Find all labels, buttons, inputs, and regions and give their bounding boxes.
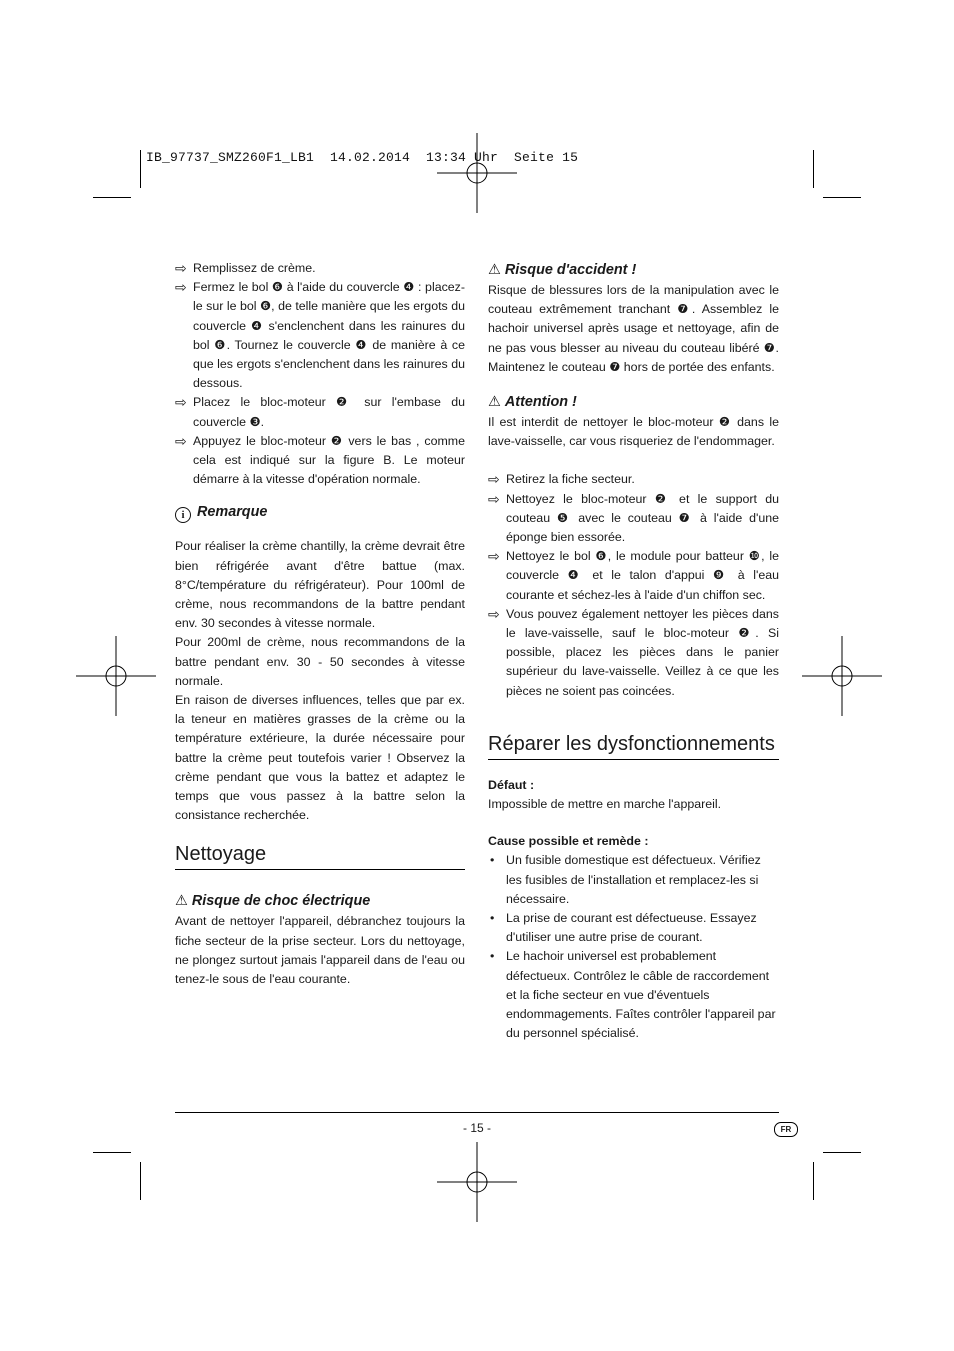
arrow-icon: ⇨ (175, 394, 187, 411)
bullet-icon: • (490, 853, 495, 868)
defect-label: Défaut : (488, 777, 535, 792)
print-slug: IB_97737_SMZ260F1_LB1 14.02.2014 13:34 Uhr Seite 15 (146, 150, 579, 165)
step-item: ⇨ Appuyez le bloc-moteur ❷ vers le bas , comme cela est indiqué sur la figure B. Le moteur démarre à la vitesse d'opération normale. (175, 432, 465, 487)
remark-paragraph: En raison de diverses influences, telles que par ex. la teneur en matières grasses de la crème ou la température extérieure, la durée nécessaire pour battre la crème peut toutefois varier ! Observez la crème pendant que vous la battez et adaptez le temps que vous passez à la battre selon la consistance recherchée. (175, 693, 465, 823)
info-icon: i (175, 507, 191, 523)
language-badge: FR (774, 1122, 798, 1137)
list-item: • La prise de courant est défectueuse. Essayez d'utiliser une autre prise de courant. (490, 911, 757, 945)
step-item: ⇨ Placez le bloc-moteur ❷ sur l'embase du couvercle ❸. (175, 394, 465, 429)
accident-warning-text: Risque de blessures lors de la manipulation avec le couteau extrêmement tranchant ❼. Assemblez le hachoir universel après usage et nettoyage, afin de ne pas vous blesser au niveau du couteau libéré ❼. Maintenez le couteau ❼ hors de portée des enfants. (488, 283, 779, 374)
defect-text: Impossible de mettre en marche l'appareil. (488, 797, 722, 812)
arrow-icon: ⇨ (488, 490, 500, 507)
attention-heading: ⚠ Attention ! (488, 394, 577, 411)
warning-icon: ⚠ (175, 893, 188, 910)
arrow-icon: ⇨ (175, 432, 187, 449)
shock-warning-text: Avant de nettoyer l'appareil, débranchez toujours la fiche secteur de la prise secteur. Lors du nettoyage, ne plongez surtout jamais l'appareil dans de l'eau ou tenez-le sous de l'eau courante. (175, 914, 465, 987)
section-title-troubleshooting: Réparer les dysfonctionnements (488, 731, 779, 760)
list-item: • Le hachoir universel est probablement défectueux. Contrôlez le câble de raccordement et la fiche secteur en vue d'éventuels endommagements. Faîtes contrôler l'appareil par du personnel spécialisé. (490, 949, 776, 1041)
arrow-icon: ⇨ (488, 548, 500, 565)
left-column (175, 259, 465, 989)
arrow-icon: ⇨ (175, 279, 187, 296)
attention-text: Il est interdit de nettoyer le bloc-moteur ❷ dans le lave-vaisselle, car vous risqueriez de l'endommager. (488, 415, 779, 449)
cause-label: Cause possible et remède : (488, 834, 649, 849)
section-title-cleaning: Nettoyage (175, 841, 465, 870)
bullet-icon: • (490, 949, 495, 964)
arrow-icon: ⇨ (175, 260, 187, 276)
step-item: ⇨ Retirez la fiche secteur. (488, 471, 635, 488)
step-item: ⇨ Vous pouvez également nettoyer les pièces dans le lave-vaisselle, sauf le bloc-moteur ❷. Si possible, placez les pièces dans le panier supérieur du lave-vaisselle. Veillez à ce que les pièces ne soient pas coincées. (488, 605, 779, 698)
registration-mark-left (76, 636, 156, 716)
remark-paragraph: Pour 200ml de crème, nous recommandons de la battre pendant env. 30 - 50 secondes à vitesse normale. (175, 635, 465, 688)
remark-paragraph: Pour réaliser la crème chantilly, la crème devrait être bien réfrigérée avant d'être battue (max. 8°C/température du réfrigérateur). Pour 100ml de crème, nous recommandons de la battre pendant env. 30 secondes à vitesse normale. (175, 539, 465, 631)
step-item: ⇨ Nettoyez le bloc-moteur ❷ et le support du couteau ❺ avec le couteau ❼ à l'aide d'une éponge bien essorée. (488, 490, 779, 545)
registration-mark-bottom (437, 1142, 517, 1222)
registration-mark-right (802, 636, 882, 716)
accident-warning-heading: ⚠ Risque d'accident ! (488, 262, 637, 278)
bullet-icon: • (490, 911, 495, 926)
warning-icon: ⚠ (488, 394, 501, 411)
arrow-icon: ⇨ (488, 471, 500, 488)
step-item: ⇨ Nettoyez le bol ❻, le module pour batteur ❿, le couvercle ❹ et le talon d'appui ❾ à l'eau courante et séchez-les à l'aide d'un chiffon sec. (488, 548, 779, 602)
shock-warning-heading: ⚠ Risque de choc électrique (175, 893, 371, 910)
page-number: - 15 - (462, 1121, 491, 1135)
warning-icon: ⚠ (488, 262, 501, 278)
arrow-icon: ⇨ (488, 605, 500, 622)
remark-heading: i Remarque (175, 501, 465, 523)
right-column (488, 259, 779, 1044)
step-item: ⇨ Fermez le bol ❻ à l'aide du couvercle ❹ : placez-le sur le bol ❻, de telle manière que les ergots du couvercle ❹ s'enclenchent dans les rainures du bol ❻. Tournez le couvercle ❹ de manière à ce que les ergots s'enclenchent dans les rainures du dessous. (175, 279, 465, 391)
registration-mark-top (437, 133, 517, 213)
list-item: • Un fusible domestique est défectueux. Vérifiez les fusibles de l'installation et remplacez-les si nécessaire. (490, 853, 761, 906)
footer-rule (175, 1112, 779, 1113)
step-item: ⇨ Remplissez de crème. (175, 260, 316, 276)
